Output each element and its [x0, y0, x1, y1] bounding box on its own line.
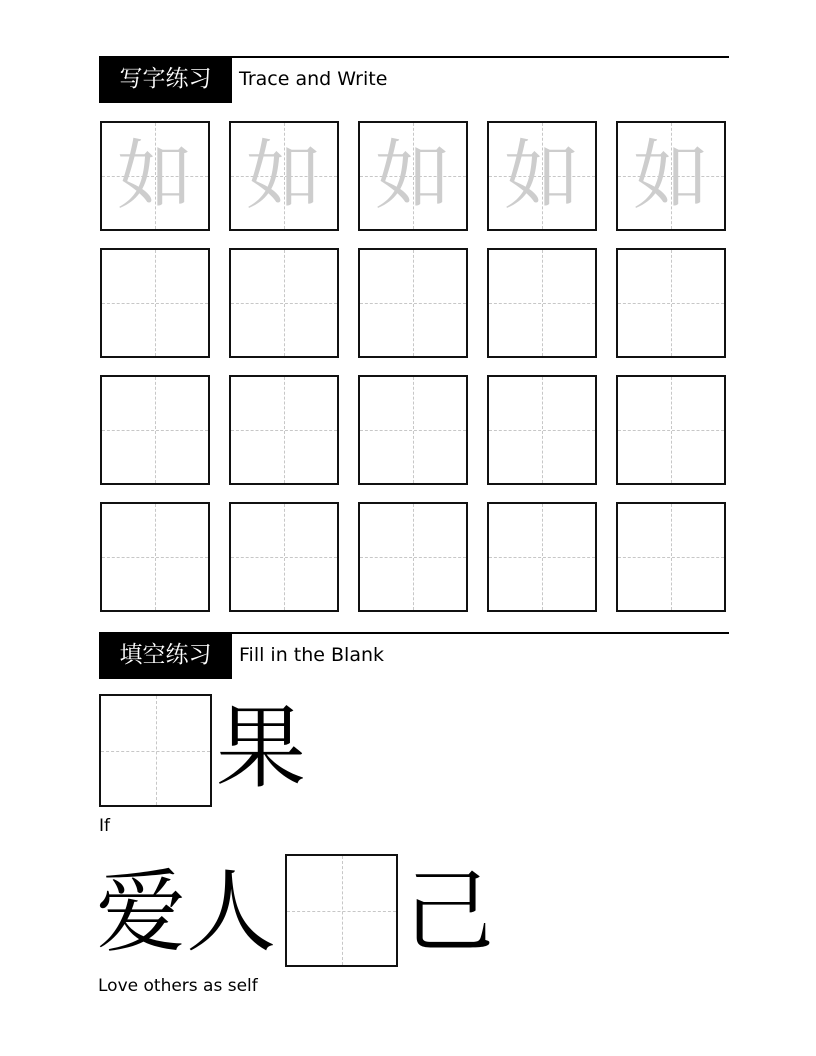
trace-char: 如: [633, 131, 709, 220]
exercise-chars-before: 爱人: [96, 860, 276, 965]
writing-cell[interactable]: [487, 502, 597, 612]
writing-cell[interactable]: [229, 248, 339, 358]
section-label-en: Trace and Write: [239, 68, 388, 90]
writing-cell[interactable]: [487, 248, 597, 358]
trace-char: 如: [504, 131, 580, 220]
exercise-char-after: 己: [404, 860, 494, 965]
section-label-zh: 写字练习: [99, 56, 232, 103]
trace-char: 如: [375, 131, 451, 220]
writing-cell[interactable]: [358, 502, 468, 612]
practice-grid: [100, 121, 729, 614]
writing-cell[interactable]: [616, 248, 726, 358]
trace-char: 如: [246, 131, 322, 220]
writing-cell[interactable]: [229, 375, 339, 485]
writing-cell[interactable]: [358, 375, 468, 485]
writing-cell[interactable]: [100, 502, 210, 612]
trace-cell[interactable]: [100, 121, 210, 231]
trace-cell[interactable]: [358, 121, 468, 231]
section-label-zh: 填空练习: [99, 632, 232, 679]
trace-cell[interactable]: [229, 121, 339, 231]
trace-cell[interactable]: [616, 121, 726, 231]
blank-cell[interactable]: [285, 854, 398, 967]
fill-section-header: [99, 632, 729, 679]
writing-cell[interactable]: [616, 375, 726, 485]
section-label-en: Fill in the Blank: [239, 644, 385, 666]
writing-cell[interactable]: [100, 248, 210, 358]
writing-cell[interactable]: [616, 502, 726, 612]
writing-cell[interactable]: [100, 375, 210, 485]
trace-char: 如: [117, 131, 193, 220]
trace-cell[interactable]: [487, 121, 597, 231]
writing-cell[interactable]: [229, 502, 339, 612]
trace-section-header: [99, 56, 729, 103]
exercise-meaning: Love others as self: [98, 976, 258, 996]
writing-cell[interactable]: [487, 375, 597, 485]
blank-cell[interactable]: [99, 694, 212, 807]
writing-cell[interactable]: [358, 248, 468, 358]
exercise-char-after: 果: [216, 696, 306, 801]
exercise-meaning: If: [99, 816, 110, 836]
